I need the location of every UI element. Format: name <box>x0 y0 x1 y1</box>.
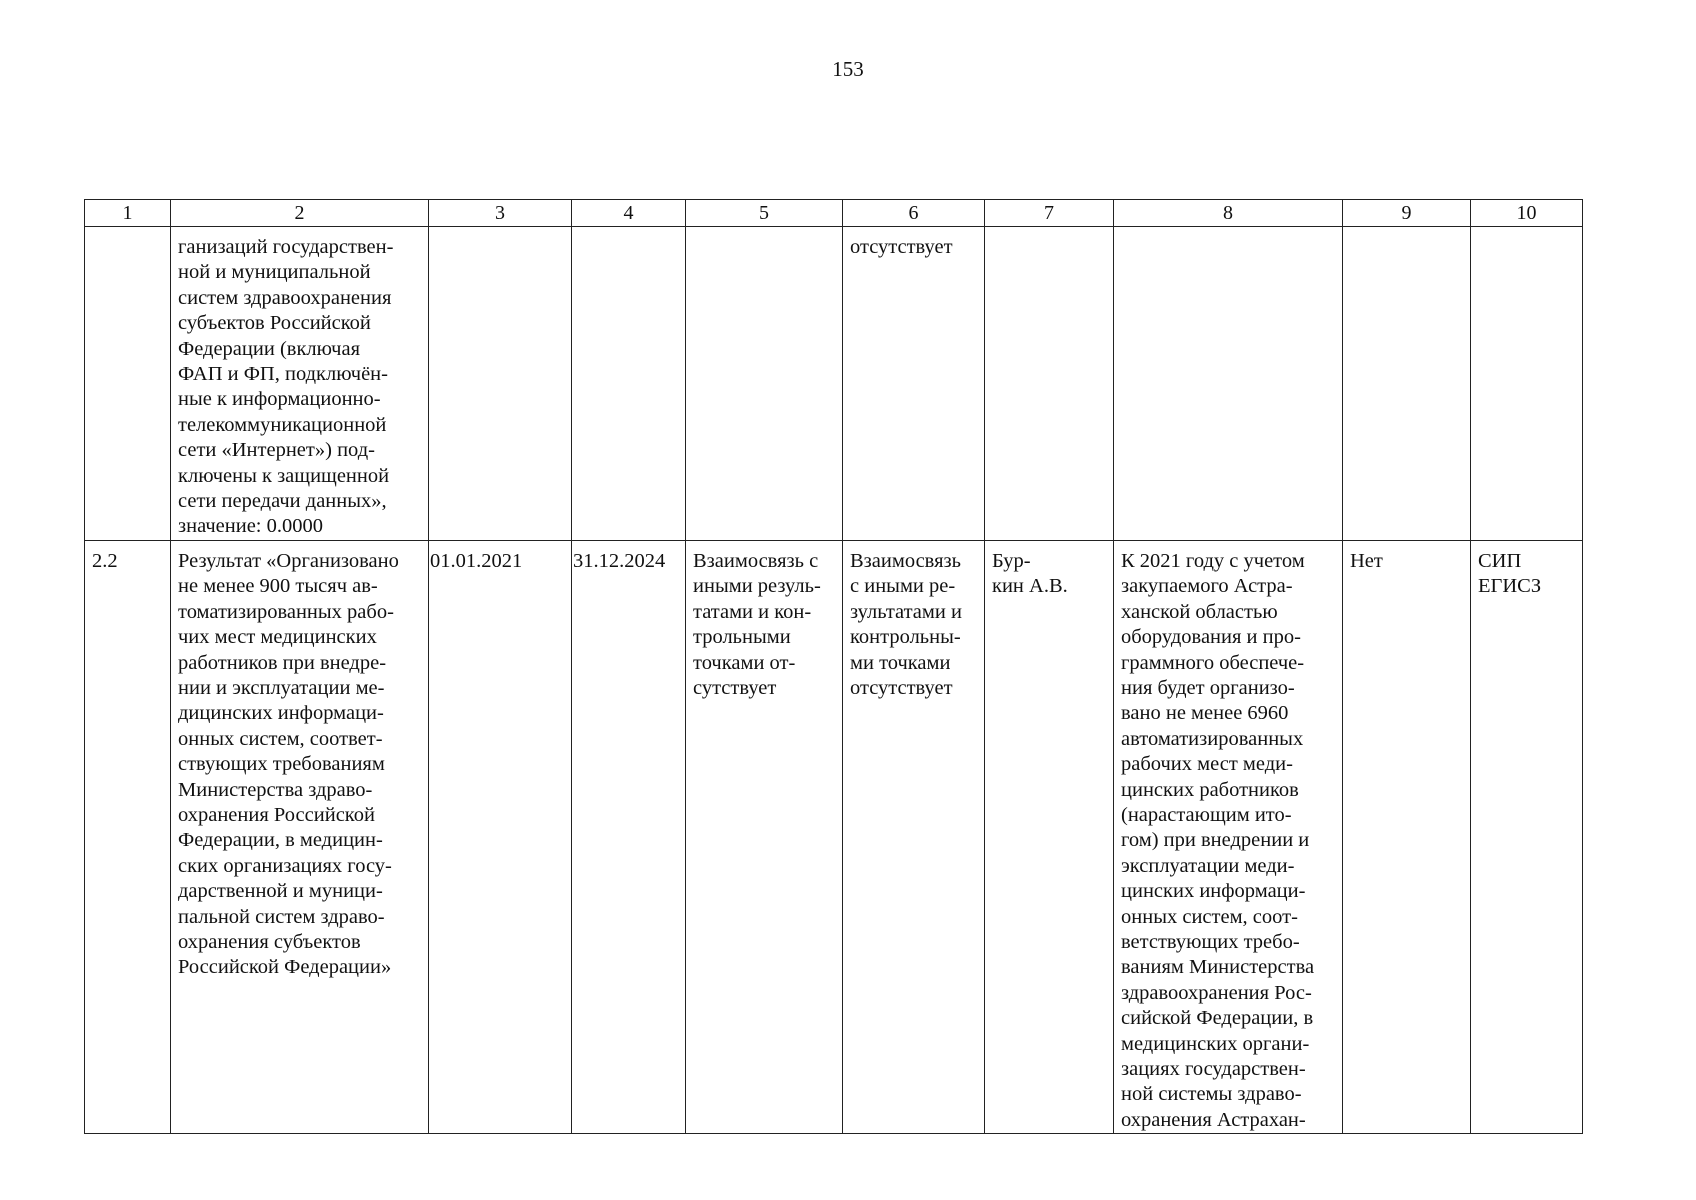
column-header: 5 <box>686 200 843 227</box>
column-header: 4 <box>572 200 686 227</box>
table-row <box>85 540 1583 1133</box>
cell-end-date <box>572 227 686 541</box>
table-row <box>85 227 1583 541</box>
cell-system <box>1471 227 1583 541</box>
table-header-row <box>85 200 1583 227</box>
cell-system: СИП ЕГИСЗ <box>1471 540 1583 1133</box>
cell-number: 2.2 <box>85 540 171 1133</box>
cell-relation-6: отсутствует <box>843 227 985 541</box>
cell-start-date: 01.01.2021 <box>429 540 572 1133</box>
column-header: 3 <box>429 200 572 227</box>
cell-description <box>1114 227 1343 541</box>
column-header: 6 <box>843 200 985 227</box>
cell-responsible <box>985 227 1114 541</box>
cell-flag <box>1343 227 1471 541</box>
cell-responsible: Бур- кин А.В. <box>985 540 1114 1133</box>
column-header: 1 <box>85 200 171 227</box>
cell-relation-5 <box>686 227 843 541</box>
cell-result: ганизаций государствен- ной и муниципальной систем здравоохранения субъектов Российской Федерации (включая ФАП и ФП, подключён- ные к информационно- телекоммуникационной сети «Интернет») под- ключены к защищенной сети передачи данных», значение: 0.0000 <box>171 227 429 541</box>
cell-end-date: 31.12.2024 <box>572 540 686 1133</box>
cell-result: Результат «Организовано не менее 900 тысяч ав- томатизированных рабо- чих мест медицинских работников при внедре- нии и эксплуатации ме- дицинских информаци- онных систем, соответ- ствующих требованиям Министерства здраво- охранения Российской Федерации, в медицин- ских организациях госу- дарственной и муници- пальной систем здраво- охранения субъектов Российской Федерации» <box>171 540 429 1133</box>
cell-description: К 2021 году с учетом закупаемого Астра- ханской областью оборудования и про- граммного обеспече- ния будет организо- вано не менее 6960 автоматизированных рабочих мест меди- цинских работников (нарастающим ито- гом) при внедрении и эксплуатации меди- цинских информаци- онных систем, соот- ветствующих требо- ваниям Министерства здравоохранения Рос- сийской Федерации, в медицинских органи- зациях государствен- ной системы здраво- охранения Астрахан- <box>1114 540 1343 1133</box>
cell-start-date <box>429 227 572 541</box>
column-header: 8 <box>1114 200 1343 227</box>
column-header: 9 <box>1343 200 1471 227</box>
page-number: 153 <box>832 57 864 81</box>
cell-flag: Нет <box>1343 540 1471 1133</box>
cell-number <box>85 227 171 541</box>
cell-relation-6: Взаимосвязь с иными ре- зультатами и контрольны- ми точками отсутствует <box>843 540 985 1133</box>
column-header: 2 <box>171 200 429 227</box>
cell-relation-5: Взаимосвязь с иными резуль- татами и кон- трольными точками от- сутствует <box>686 540 843 1133</box>
column-header: 7 <box>985 200 1114 227</box>
column-header: 10 <box>1471 200 1583 227</box>
document-table <box>84 199 1583 1134</box>
